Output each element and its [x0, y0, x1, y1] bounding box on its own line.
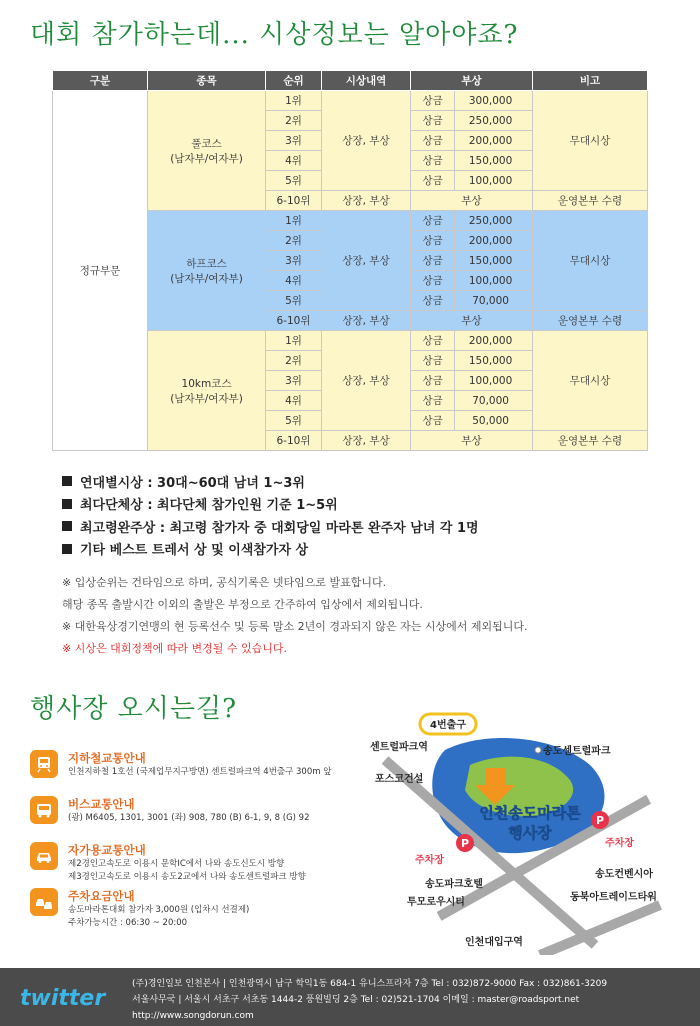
rank-cell: 6-10위: [266, 311, 322, 331]
bullet-square-icon: [62, 499, 72, 509]
transport-desc: 송도마라톤대회 참가자 3,000원 (입차시 선결제): [68, 905, 250, 915]
col-header-award: 시상내역: [322, 71, 411, 91]
rank-cell: 3위: [266, 371, 322, 391]
poi-dot: [535, 747, 541, 753]
map-label-station: 센트럴파크역: [370, 742, 428, 753]
award-cell: 상장, 부상: [322, 191, 411, 211]
transport-title: 자가용교통안내: [68, 843, 146, 857]
fine-print-line: ※ 입상순위는 건타임으로 하며, 공식기록은 넷타임으로 발표합니다.: [62, 576, 387, 589]
rank-cell: 4위: [266, 271, 322, 291]
event-name: 10km코스: [181, 377, 232, 390]
note-item: [62, 470, 479, 493]
prize-label-cell: 상금: [411, 331, 455, 351]
prize-table-body: [53, 91, 648, 451]
note-text: 최고령완주상 : 최고령 참가자 중 대회당일 마라톤 완주자 남녀 각 1명: [80, 520, 479, 536]
venue-map: [365, 710, 665, 955]
col-header-rank: 순위: [266, 71, 322, 91]
exit-label: 4번출구: [430, 720, 466, 731]
rank-cell: 2위: [266, 111, 322, 131]
rank-cell: 5위: [266, 291, 322, 311]
note-cell: 운영본부 수령: [533, 431, 648, 451]
category-cell: 정규부문: [53, 91, 148, 451]
prize-amount-cell: 150,000: [455, 151, 533, 171]
prize-amount-cell: 200,000: [455, 331, 533, 351]
map-label-park-hotel: 송도파크호텔: [425, 879, 483, 890]
award-cell: 상장, 부상: [322, 431, 411, 451]
note-item: [62, 493, 479, 516]
rank-cell: 6-10위: [266, 431, 322, 451]
prize-cell: 부상: [411, 431, 533, 451]
map-label-incheon-univ: 인천대입구역: [465, 937, 523, 948]
rank-cell: 3위: [266, 251, 322, 271]
prize-table-header: [53, 71, 648, 91]
rank-cell: 5위: [266, 411, 322, 431]
award-cell: 상장, 부상: [322, 331, 411, 431]
bullet-square-icon: [62, 476, 72, 486]
rank-cell: 5위: [266, 171, 322, 191]
prize-label-cell: 상금: [411, 211, 455, 231]
transport-subway: [30, 750, 370, 796]
prize-label-cell: 상금: [411, 91, 455, 111]
parking-icon-letter: P: [460, 837, 470, 850]
transport-title: 주차요금안내: [68, 889, 135, 903]
prize-table: [52, 70, 648, 451]
event-cell: [148, 91, 266, 211]
parking-fee-icon: [30, 888, 58, 916]
parking-icon-letter: P: [595, 814, 605, 827]
event-name: 풀코스: [191, 137, 222, 150]
prize-amount-cell: 150,000: [455, 251, 533, 271]
event-name: 하프코스: [186, 257, 227, 270]
award-cell: 상장, 부상: [322, 91, 411, 191]
prize-amount-cell: 200,000: [455, 131, 533, 151]
note-text: 기타 베스트 트레서 상 및 이색참가자 상: [80, 543, 309, 559]
prize-amount-cell: 100,000: [455, 171, 533, 191]
map-label-posco: 포스코건설: [375, 774, 424, 785]
rank-cell: 3위: [266, 131, 322, 151]
note-text: 연대별시상 : 30대~60대 남녀 1~3위: [80, 475, 305, 491]
transport-guide: [30, 750, 370, 934]
prize-cell: 부상: [411, 311, 533, 331]
transport-desc: 제2경인고속도로 이용시 문학IC에서 나와 송도신도시 방향: [68, 859, 285, 869]
footer-line: 서울사무국 | 서울시 서초구 서초동 1444-2 풍원빌딩 2층 Tel : 02)521-1704 이메일 : master@roadsport.net: [132, 995, 580, 1005]
prize-label-cell: 상금: [411, 371, 455, 391]
prize-amount-cell: 70,000: [455, 291, 533, 311]
prize-label-cell: 상금: [411, 131, 455, 151]
fine-print: [62, 572, 527, 660]
map-label-convensia: 송도컨벤시아: [595, 869, 653, 880]
bullet-square-icon: [62, 521, 72, 531]
fine-print-line: ※ 대한육상경기연맹의 현 등록선수 및 등록 말소 2년이 경과되지 않은 자는 시상에서 제외됩니다.: [62, 620, 528, 633]
transport-parking: [30, 888, 370, 934]
note-cell: 운영본부 수령: [533, 191, 648, 211]
transport-desc: 제3경인고속도로 이용시 송도2교에서 나와 송도센트럴파크 방향: [68, 872, 306, 882]
prize-label-cell: 상금: [411, 111, 455, 131]
prize-amount-cell: 70,000: [455, 391, 533, 411]
fine-print-line: 해당 종목 출발시간 이외의 출발은 부정으로 간주하여 입상에서 제외됩니다.: [62, 598, 423, 611]
transport-title: 지하철교통안내: [68, 751, 146, 765]
transport-title: 버스교통안내: [68, 797, 135, 811]
directions-title: 행사장 오시는길?: [30, 694, 238, 724]
map-label-twomorrow: 투모로우시티: [407, 897, 465, 908]
transport-desc: (광) M6405, 1301, 3001 (좌) 908, 780 (B) 6-1, 9, 8 (G) 92: [68, 813, 310, 823]
prize-label-cell: 상금: [411, 291, 455, 311]
transport-bus: [30, 796, 370, 842]
map-label-central-park: 송도센트럴파크: [543, 746, 611, 757]
bus-icon: [30, 796, 58, 824]
subway-icon: [30, 750, 58, 778]
prize-label-cell: 상금: [411, 391, 455, 411]
rank-cell: 1위: [266, 331, 322, 351]
rank-cell: 2위: [266, 351, 322, 371]
rank-cell: 1위: [266, 91, 322, 111]
prize-amount-cell: 100,000: [455, 371, 533, 391]
col-header-prize: 부상: [411, 71, 533, 91]
prize-amount-cell: 200,000: [455, 231, 533, 251]
prize-row: [53, 91, 648, 111]
note-cell: 무대시상: [533, 331, 648, 431]
note-cell: 무대시상: [533, 91, 648, 191]
note-item: [62, 538, 479, 561]
col-header-category: 구분: [53, 71, 148, 91]
transport-desc: 인천지하철 1호선 (국제업무지구방면) 센트럴파크역 4번출구 300m 앞: [68, 767, 332, 777]
map-venue-subtitle: 행사장: [508, 824, 552, 842]
car-icon: [30, 842, 58, 870]
note-cell: 무대시상: [533, 211, 648, 311]
map-label-northeast-tower: 동북아트레이드타워: [570, 892, 657, 903]
event-sub: (남자부/여자부): [170, 272, 243, 285]
map-venue-title: 인천송도마라톤: [479, 804, 581, 822]
award-cell: 상장, 부상: [322, 311, 411, 331]
rank-cell: 4위: [266, 391, 322, 411]
prize-label-cell: 상금: [411, 151, 455, 171]
rank-cell: 1위: [266, 211, 322, 231]
award-notes-list: [62, 470, 479, 560]
award-cell: 상장, 부상: [322, 211, 411, 311]
event-cell: [148, 331, 266, 451]
footer: [0, 968, 700, 1026]
prize-label-cell: 상금: [411, 411, 455, 431]
page-headline: 대회 참가하는데... 시상정보는 알아야죠?: [30, 20, 519, 50]
prize-amount-cell: 250,000: [455, 211, 533, 231]
transport-car: [30, 842, 370, 888]
rank-cell: 6-10위: [266, 191, 322, 211]
fine-print-warning: ※ 시상은 대회정책에 따라 변경될 수 있습니다.: [62, 642, 287, 655]
twitter-logo[interactable]: twitter: [20, 986, 106, 1011]
map-label-parking-left: 주차장: [415, 855, 444, 866]
prize-amount-cell: 100,000: [455, 271, 533, 291]
event-cell: [148, 211, 266, 331]
prize-amount-cell: 250,000: [455, 111, 533, 131]
note-text: 최다단체상 : 최다단체 참가인원 기준 1~5위: [80, 498, 338, 514]
rank-cell: 2위: [266, 231, 322, 251]
col-header-note: 비고: [533, 71, 648, 91]
prize-label-cell: 상금: [411, 251, 455, 271]
map-label-parking-right: 주차장: [605, 838, 634, 849]
bullet-square-icon: [62, 544, 72, 554]
prize-amount-cell: 300,000: [455, 91, 533, 111]
footer-website-link[interactable]: http://www.songdorun.com: [132, 1011, 254, 1021]
col-header-event: 종목: [148, 71, 266, 91]
transport-desc: 주차가능시간 : 06:30 ~ 20:00: [68, 918, 188, 928]
prize-label-cell: 상금: [411, 171, 455, 191]
note-cell: 운영본부 수령: [533, 311, 648, 331]
prize-label-cell: 상금: [411, 271, 455, 291]
event-sub: (남자부/여자부): [170, 152, 243, 165]
prize-label-cell: 상금: [411, 231, 455, 251]
note-item: [62, 515, 479, 538]
prize-cell: 부상: [411, 191, 533, 211]
prize-amount-cell: 150,000: [455, 351, 533, 371]
prize-label-cell: 상금: [411, 351, 455, 371]
prize-amount-cell: 50,000: [455, 411, 533, 431]
footer-info: [132, 976, 607, 1024]
footer-line: (주)경인일보 인천본사 | 인천광역시 남구 학익1동 684-1 유니스프라자 7층 Tel : 032)872-9000 Fax : 032)861-3209: [132, 979, 608, 989]
rank-cell: 4위: [266, 151, 322, 171]
event-sub: (남자부/여자부): [170, 392, 243, 405]
